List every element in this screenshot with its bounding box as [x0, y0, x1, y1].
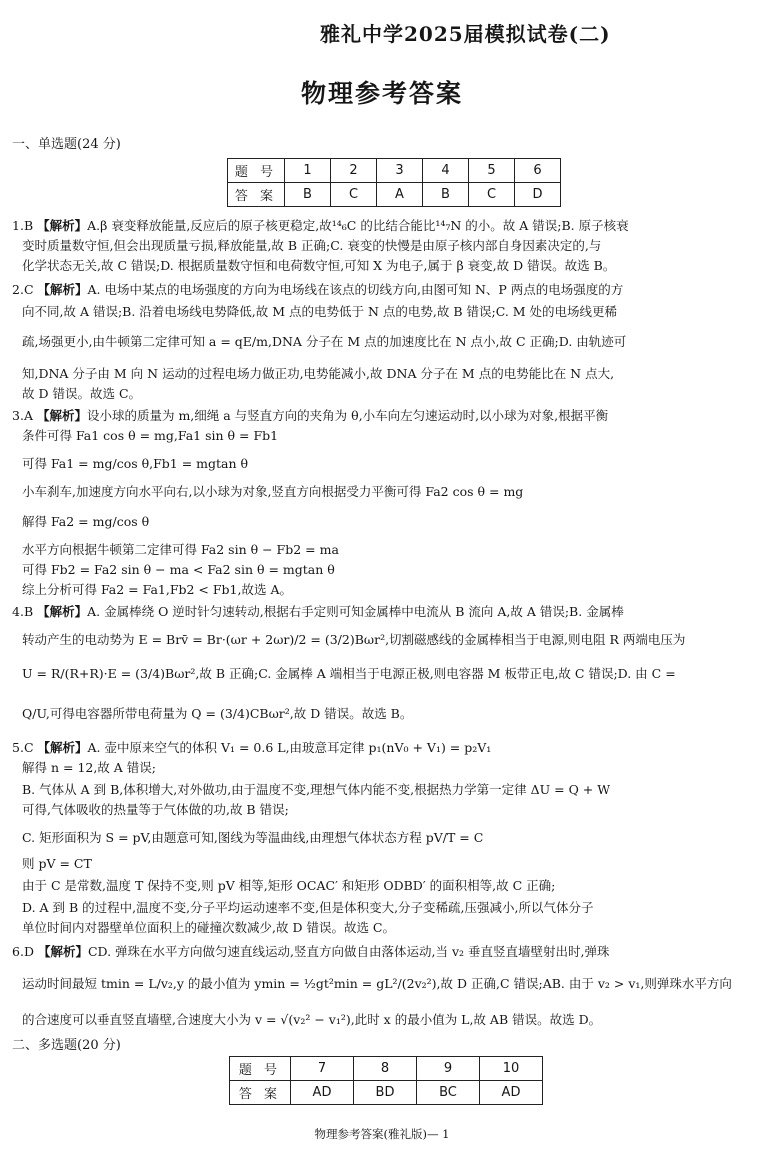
explanation-line: Q/U,可得电容器所带电荷量为 Q = (3/4)CBωr²,故 D 错误。故选 B。 — [22, 706, 413, 721]
question-number-cell: 1 — [285, 159, 331, 183]
explanation-line: 化学状态无关,故 C 错误;D. 根据质量数守恒和电荷数守恒,可知 X 为电子,属于 β 衰变,故 D 错误。故选 B。 — [22, 258, 616, 273]
analysis-tag: 【解析】 — [37, 218, 88, 233]
question-number-cell: 7 — [291, 1057, 354, 1081]
question-number-cell: 10 — [480, 1057, 543, 1081]
answer-cell: D — [515, 183, 561, 207]
explanation-line: 故 D 错误。故选 C。 — [22, 386, 142, 401]
explanation-line: 运动时间最短 tmin = L/v₂,y 的最小值为 ymin = ½gt²min = gL²/(2v₂²),故 D 正确,C 错误;AB. 由于 v₂ > v₁,则弹珠水平方向 — [22, 976, 732, 991]
table-row — [228, 159, 561, 183]
explanation-line: 设小球的质量为 m,细绳 a 与竖直方向的夹角为 θ,小车向左匀速运动时,以小球为对象,根据平衡 — [86, 408, 609, 423]
explanation-line: A.β 衰变释放能量,反应后的原子核更稳定,故¹⁴₆C 的比结合能比¹⁴₇N 的小。故 A 错误;B. 原子核衰 — [87, 218, 629, 233]
explanation-line: 水平方向根据牛顿第二定律可得 Fa2 sin θ − Fb2 = ma — [22, 542, 339, 557]
table-header-cell: 答 案 — [230, 1081, 291, 1105]
answer-item — [12, 738, 754, 758]
question-number: 1. — [12, 218, 24, 233]
explanation-line: 疏,场强更小,由牛顿第二定律可知 a = qE/m,DNA 分子在 M 点的加速度比在 N 点小,故 C 正确;D. 由轨迹可 — [22, 334, 627, 349]
section-single-choice-heading: 一、单选题(24 分) — [12, 137, 121, 152]
multiple-choice-answer-table — [229, 1056, 543, 1105]
explanation-line: 条件可得 Fa1 cos θ = mg,Fa1 sin θ = Fb1 — [22, 428, 279, 443]
question-number-cell: 2 — [331, 159, 377, 183]
analysis-tag: 【解析】 — [37, 604, 88, 619]
question-number: 5. — [12, 740, 24, 755]
table-header-cell: 答 案 — [228, 183, 285, 207]
table-row — [228, 183, 561, 207]
question-number-cell: 3 — [377, 159, 423, 183]
explanation-line: 知,DNA 分子由 M 向 N 运动的过程电场力做正功,电势能减小,故 DNA 分子在 M 点的电势能比在 N 点大, — [22, 366, 615, 381]
question-number: 2. — [12, 282, 24, 297]
answer-letter: A — [23, 408, 33, 423]
table-header-cell: 题 号 — [230, 1057, 291, 1081]
explanation-line: 可得 Fa1 = mg/cos θ,Fb1 = mgtan θ — [22, 456, 249, 471]
explanation-line: CD. 弹珠在水平方向做匀速直线运动,竖直方向做自由落体运动,当 v₂ 垂直竖直墙壁射出时,弹珠 — [87, 944, 610, 959]
answer-cell: BC — [417, 1081, 480, 1105]
explanation-line: 小车刹车,加速度方向水平向右,以小球为对象,竖直方向根据受力平衡可得 Fa2 cos θ = mg — [22, 484, 524, 499]
explanation-line: 可得 Fb2 = Fa2 sin θ − ma < Fa2 sin θ = mgtan θ — [22, 562, 335, 577]
question-number-cell: 9 — [417, 1057, 480, 1081]
explanation-line: 可得,气体吸收的热量等于气体做的功,故 B 错误; — [22, 802, 289, 817]
answer-letter: C — [23, 740, 34, 755]
explanation-line: 解得 Fa2 = mg/cos θ — [22, 514, 150, 529]
explanation-line: D. A 到 B 的过程中,温度不变,分子平均运动速率不变,但是体积变大,分子变稀疏,压强减小,所以气体分子 — [22, 900, 594, 915]
analysis-tag: 【解析】 — [36, 408, 87, 423]
explanation-line: A. 电场中某点的电场强度的方向为电场线在该点的切线方向,由图可知 N、P 两点的电场强度的方 — [87, 282, 624, 297]
explanation-line: A. 壶中原来空气的体积 V₁ = 0.6 L,由玻意耳定律 p₁(nV₀ + V₁) = p₂V₁ — [87, 740, 492, 755]
question-number-cell: 4 — [423, 159, 469, 183]
answer-letter: B — [23, 604, 34, 619]
answer-item — [12, 942, 754, 962]
answer-cell: C — [331, 183, 377, 207]
question-number-cell: 6 — [515, 159, 561, 183]
answer-cell: B — [423, 183, 469, 207]
answer-letter: B — [23, 218, 34, 233]
explanation-line: 转动产生的电动势为 E = Brv̄ = Br·(ωr + 2ωr)/2 = (3/2)Bωr²,切割磁感线的金属棒相当于电源,则电阻 R 两端电压为 — [22, 632, 686, 647]
explanation-line: 综上分析可得 Fa2 = Fa1,Fb2 < Fb1,故选 A。 — [22, 582, 292, 597]
question-number-cell: 5 — [469, 159, 515, 183]
school-title: 雅礼中学2025届模拟试卷(二) — [320, 22, 611, 46]
answer-item — [12, 216, 754, 236]
answer-item — [12, 602, 754, 622]
explanation-line: 向不同,故 A 错误;B. 沿着电场线电势降低,故 M 点的电势低于 N 点的电势,故 B 错误;C. M 处的电场线更稀 — [22, 304, 618, 319]
explanation-line: 变时质量数守恒,但会出现质量亏损,释放能量,故 B 正确;C. 衰变的快慢是由原子核内部自身因素决定的,与 — [22, 238, 602, 253]
answer-letter: D — [23, 944, 34, 959]
document-title: 物理参考答案 — [300, 79, 463, 108]
answer-cell: A — [377, 183, 423, 207]
explanation-line: 由于 C 是常数,温度 T 保持不变,则 pV 相等,矩形 OCAC′ 和矩形 ODBD′ 的面积相等,故 C 正确; — [22, 878, 556, 893]
question-number-cell: 8 — [354, 1057, 417, 1081]
explanation-line: 单位时间内对器壁单位面积上的碰撞次数减少,故 D 错误。故选 C。 — [22, 920, 395, 935]
table-row — [230, 1057, 543, 1081]
analysis-tag: 【解析】 — [37, 740, 88, 755]
single-choice-answer-table — [227, 158, 561, 207]
answer-cell: C — [469, 183, 515, 207]
answer-letter: C — [23, 282, 34, 297]
explanation-line: C. 矩形面积为 S = pV,由题意可知,图线为等温曲线,由理想气体状态方程 pV/T = C — [22, 830, 484, 845]
section-multiple-choice-heading: 二、多选题(20 分) — [12, 1038, 121, 1053]
analysis-tag: 【解析】 — [37, 282, 88, 297]
explanation-line: B. 气体从 A 到 B,体积增大,对外做功,由于温度不变,理想气体内能不变,根据热力学第一定律 ΔU = Q + W — [22, 782, 611, 797]
explanation-line: 解得 n = 12,故 A 错误; — [22, 760, 157, 775]
answer-item — [12, 406, 754, 426]
analysis-tag: 【解析】 — [37, 944, 88, 959]
answer-item — [12, 280, 754, 300]
table-header-cell: 题 号 — [228, 159, 285, 183]
explanation-line: A. 金属棒绕 O 逆时针匀速转动,根据右手定则可知金属棒中电流从 B 流向 A,故 A 错误;B. 金属棒 — [87, 604, 624, 619]
answer-cell: AD — [480, 1081, 543, 1105]
explanation-line: U = R/(R+R)·E = (3/4)Bωr²,故 B 正确;C. 金属棒 A 端相当于电源正极,则电容器 M 板带正电,故 C 错误;D. 由 C = — [22, 666, 676, 681]
question-number: 6. — [12, 944, 24, 959]
answer-cell: AD — [291, 1081, 354, 1105]
explanation-line: 的合速度可以垂直竖直墙壁,合速度大小为 v = √(v₂² − v₁²),此时 x 的最小值为 L,故 AB 错误。故选 D。 — [22, 1012, 602, 1027]
table-row — [230, 1081, 543, 1105]
question-number: 4. — [12, 604, 24, 619]
question-number: 3. — [12, 408, 24, 423]
explanation-line: 则 pV = CT — [22, 856, 92, 871]
answer-cell: B — [285, 183, 331, 207]
page-footer: 物理参考答案(雅礼版)— 1 — [314, 1127, 450, 1141]
answer-cell: BD — [354, 1081, 417, 1105]
